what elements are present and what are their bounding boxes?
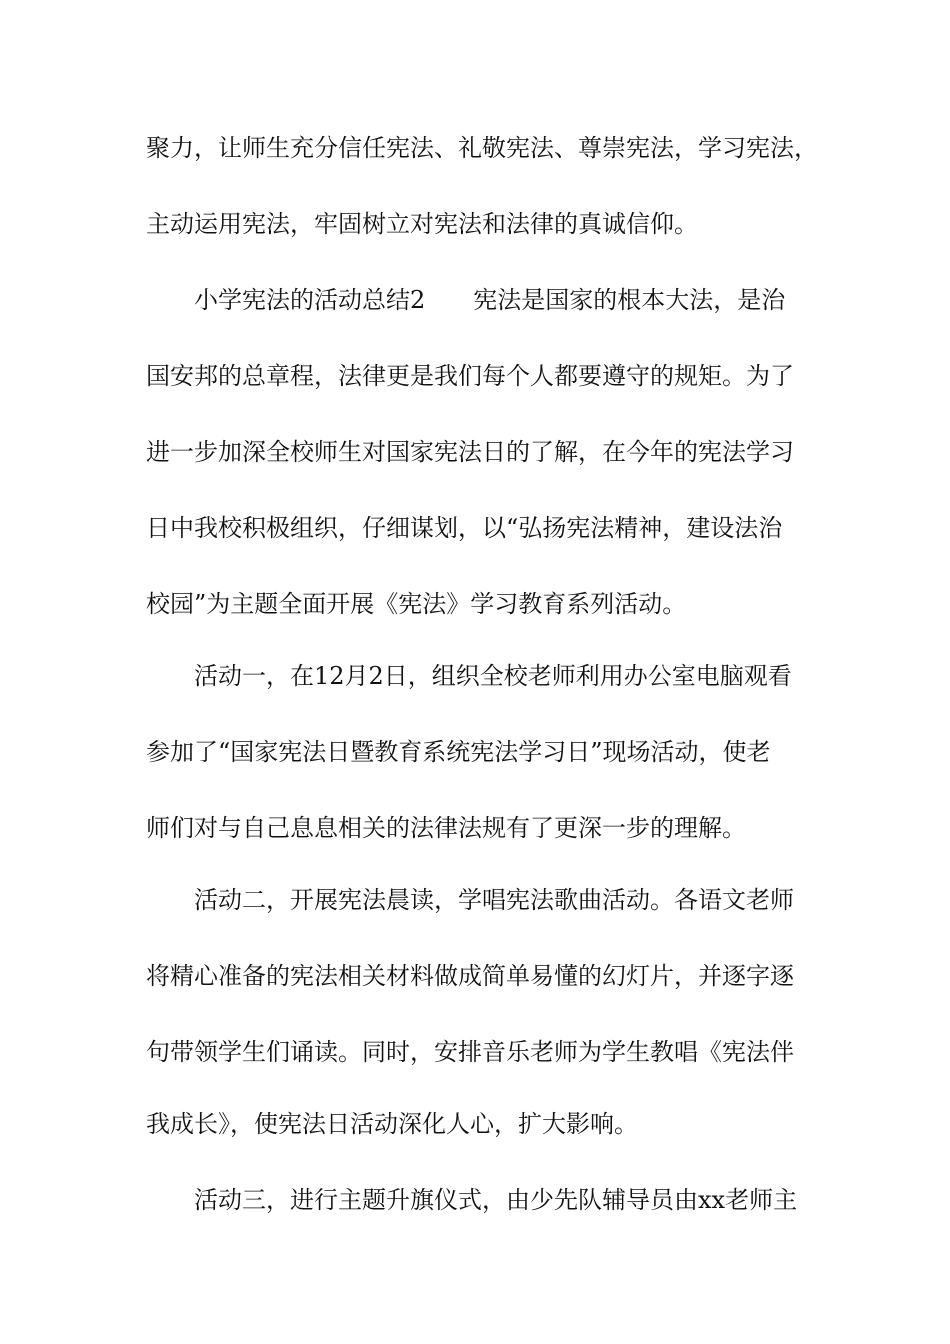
text-line: 师们对与自己息息相关的法律法规有了更深一步的理解。 bbox=[146, 814, 746, 842]
text-line: 进一步加深全校师生对国家宪法日的了解，在今年的宪法学习 bbox=[146, 438, 794, 466]
section-heading-line: 小学宪法的活动总结2 宪法是国家的根本大法，是治 bbox=[194, 286, 786, 314]
text-line: 我成长》，使宪法日活动深化人心，扩大影响。 bbox=[146, 1110, 638, 1138]
text-line: 主动运用宪法，牢固树立对宪法和法律的真诚信仰。 bbox=[146, 210, 698, 238]
text-line: 参加了“国家宪法日暨教育系统宪法学习日”现场活动，使老 bbox=[146, 738, 771, 766]
text-line: 校园”为主题全面开展《宪法》学习教育系列活动。 bbox=[146, 590, 687, 618]
text-line: 日中我校积极组织，仔细谋划，以“弘扬宪法精神，建设法治 bbox=[146, 514, 783, 542]
paragraph-start-line: 活动三，进行主题升旗仪式，由少先队辅导员由xx老师主 bbox=[194, 1186, 798, 1214]
paragraph-start-line: 活动二，开展宪法晨读，学唱宪法歌曲活动。各语文老师 bbox=[194, 886, 794, 914]
text-line: 将精心准备的宪法相关材料做成简单易懂的幻灯片，并逐字逐 bbox=[146, 962, 794, 990]
paragraph-start-line: 活动一，在12月2日，组织全校老师利用办公室电脑观看 bbox=[194, 662, 792, 690]
text-line: 国安邦的总章程，法律更是我们每个人都要遵守的规矩。为了 bbox=[146, 362, 794, 390]
text-line: 句带领学生们诵读。同时，安排音乐老师为学生教唱《宪法伴 bbox=[146, 1038, 794, 1066]
text-line: 聚力，让师生充分信任宪法、礼敬宪法、尊崇宪法，学习宪法， bbox=[146, 134, 818, 162]
